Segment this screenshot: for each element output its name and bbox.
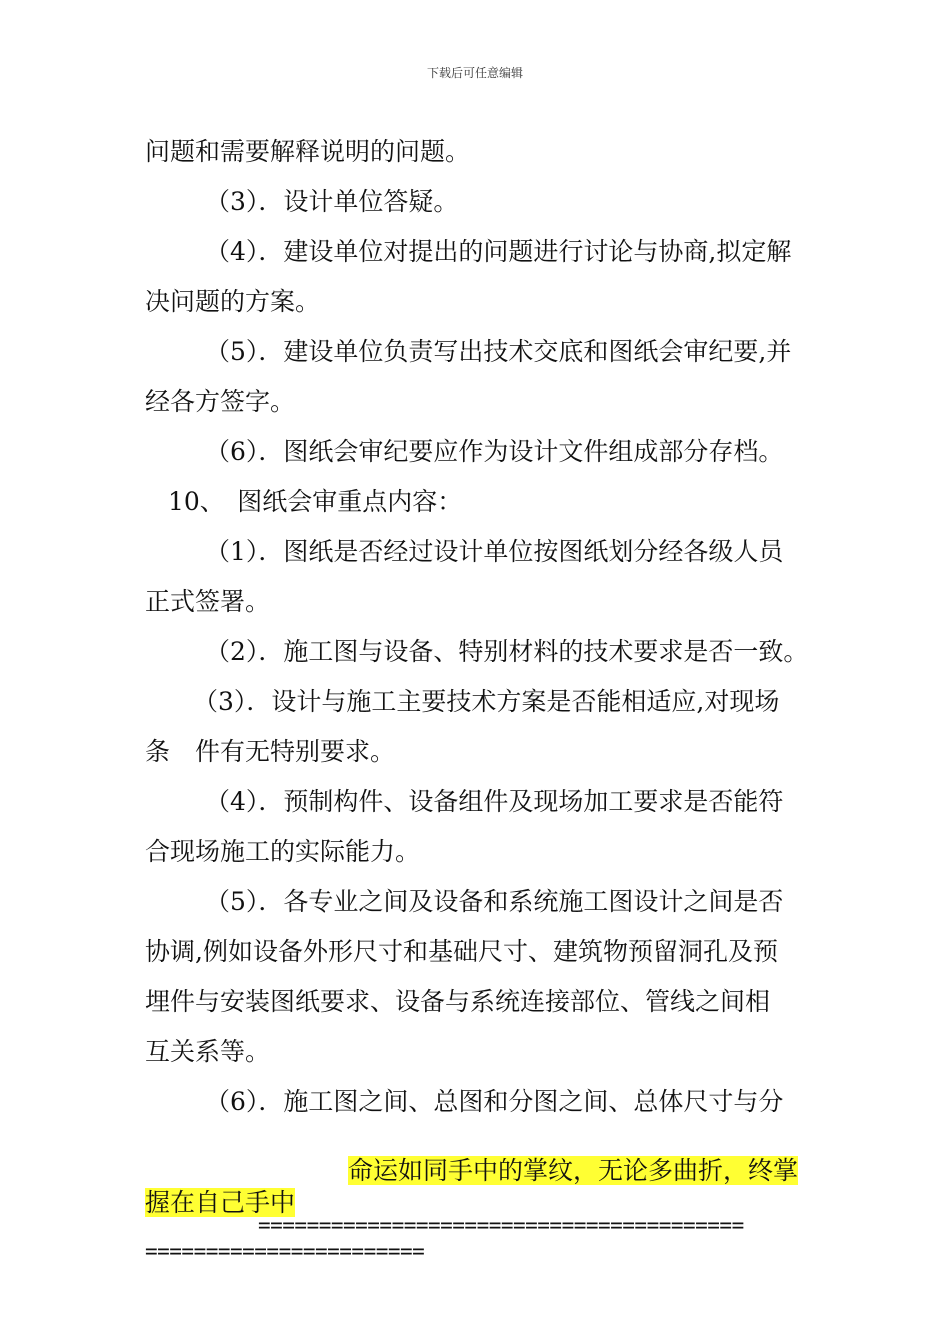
paragraph-line: 决问题的方案。 bbox=[145, 287, 321, 316]
paragraph-line: 条 件有无特别要求。 bbox=[145, 737, 396, 766]
paragraph-line: 问题和需要解释说明的问题。 bbox=[145, 137, 471, 166]
page-header-note: 下载后可任意编辑 bbox=[426, 66, 523, 80]
separator-line-1: ======================================== bbox=[258, 1213, 744, 1237]
paragraph-line: 正式签署。 bbox=[145, 587, 271, 616]
list-item-1: （1）．图纸是否经过设计单位按图纸划分经各级人员 bbox=[205, 537, 784, 566]
paragraph-line: 互关系等。 bbox=[145, 1037, 271, 1066]
list-item-6: （6）．图纸会审纪要应作为设计文件组成部分存档。 bbox=[205, 437, 784, 466]
list-item-5b: （5）．各专业之间及设备和系统施工图设计之间是否 bbox=[205, 887, 784, 916]
separator-line-2: ======================= bbox=[145, 1239, 425, 1263]
paragraph-line: 经各方签字。 bbox=[145, 387, 296, 416]
section-heading: 10、 图纸会审重点内容： bbox=[168, 487, 463, 516]
list-item-6b: （6）．施工图之间、总图和分图之间、总体尺寸与分 bbox=[205, 1087, 784, 1116]
highlighted-motto: 命运如同手中的掌纹，无论多曲折，终掌握在自己手中 bbox=[145, 1156, 799, 1217]
paragraph-line: 协调,例如设备外形尺寸和基础尺寸、建筑物预留洞孔及预 bbox=[145, 937, 778, 966]
list-item-4: （4）．建设单位对提出的问题进行讨论与协商,拟定解 bbox=[205, 237, 792, 266]
paragraph-line: 埋件与安装图纸要求、设备与系统连接部位、管线之间相 bbox=[145, 987, 771, 1016]
paragraph-line: 合现场施工的实际能力。 bbox=[145, 837, 421, 866]
list-item-2: （2）．施工图与设备、特别材料的技术要求是否一致。 bbox=[205, 637, 809, 666]
list-item-3: （3）．设计单位答疑。 bbox=[205, 187, 459, 216]
list-item-3b: （3）．设计与施工主要技术方案是否能相适应,对现场 bbox=[193, 687, 780, 716]
list-item-5: （5）．建设单位负责写出技术交底和图纸会审纪要,并 bbox=[205, 337, 792, 366]
footer-motto bbox=[145, 1155, 807, 1219]
list-item-4b: （4）．预制构件、设备组件及现场加工要求是否能符 bbox=[205, 787, 784, 816]
